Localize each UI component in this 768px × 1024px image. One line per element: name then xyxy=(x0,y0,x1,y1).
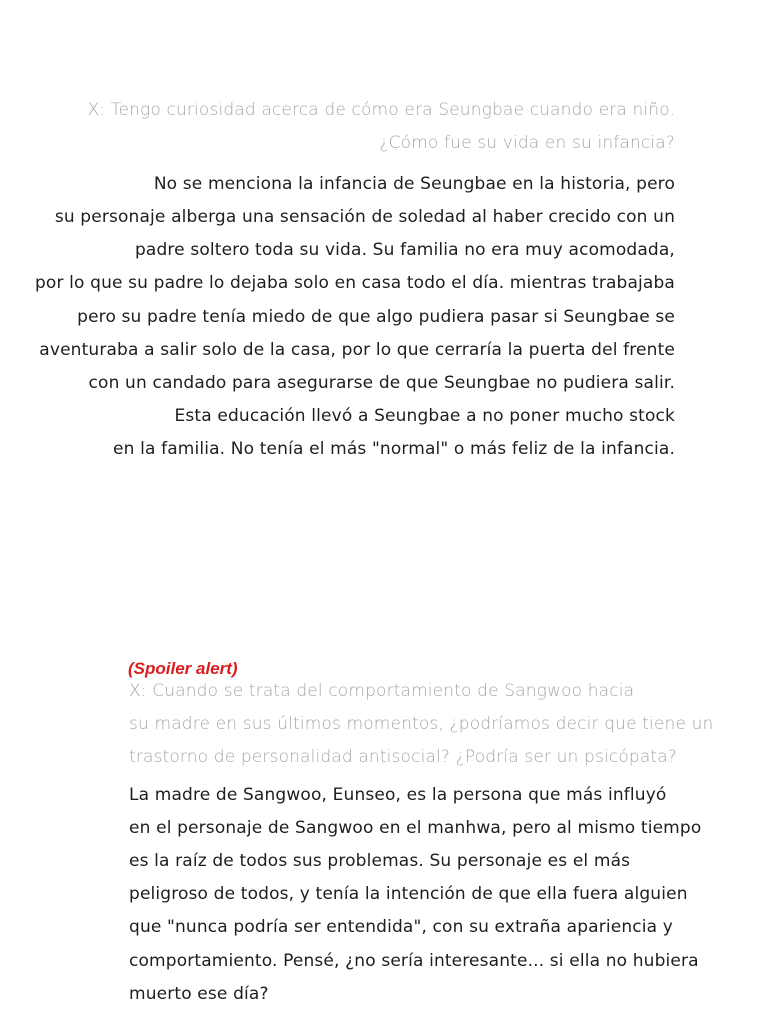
answer-2-line-1: La madre de Sangwoo, Eunseo, es la persona que más influyó xyxy=(129,785,667,805)
answer-2-line-4: peligroso de todos, y tenía la intención de que ella fuera alguien xyxy=(129,884,688,904)
answer-1-line-4: por lo que su padre lo dejaba solo en casa todo el día. mientras trabajaba xyxy=(34,273,675,293)
answer-1-line-8: Esta educación llevó a Seungbae a no poner mucho stock xyxy=(174,406,675,426)
question-1-line-2: ¿Cómo fue su vida en su infancia? xyxy=(379,133,675,153)
question-2-line-3: trastorno de personalidad antisocial? ¿Podría ser un psicópata? xyxy=(129,747,677,767)
answer-1-line-2: su personaje alberga una sensación de soledad al haber crecido con un xyxy=(54,207,675,227)
answer-2-line-5: que "nunca podría ser entendida", con su extraña apariencia y xyxy=(129,917,673,937)
answer-1-line-9: en la familia. No tenía el más "normal" o más feliz de la infancia. xyxy=(112,439,675,459)
answer-1-line-1: No se menciona la infancia de Seungbae en la historia, pero xyxy=(153,174,675,194)
question-2-line-1: X: Cuando se trata del comportamiento de Sangwoo hacia xyxy=(129,681,635,701)
answer-2-line-3: es la raíz de todos sus problemas. Su personaje es el más xyxy=(129,851,631,871)
answer-2-line-7: muerto ese día? xyxy=(129,984,269,1004)
answer-2-line-2: en el personaje de Sangwoo en el manhwa, pero al mismo tiempo xyxy=(129,818,702,838)
spoiler-alert-label: (Spoiler alert) xyxy=(128,659,238,678)
answer-1-line-5: pero su padre tenía miedo de que algo pudiera pasar si Seungbae se xyxy=(77,307,675,327)
question-2-line-2: su madre en sus últimos momentos, ¿podríamos decir que tiene un xyxy=(129,714,714,734)
question-1-line-1: X: Tengo curiosidad acerca de cómo era Seungbae cuando era niño. xyxy=(87,100,675,120)
answer-1-line-6: aventuraba a salir solo de la casa, por lo que cerraría la puerta del frente xyxy=(39,340,675,360)
answer-2-line-6: comportamiento. Pensé, ¿no sería interesante... si ella no hubiera xyxy=(129,951,699,971)
answer-1-line-3: padre soltero toda su vida. Su familia no era muy acomodada, xyxy=(134,240,675,260)
answer-1-line-7: con un candado para asegurarse de que Seungbae no pudiera salir. xyxy=(88,373,675,393)
